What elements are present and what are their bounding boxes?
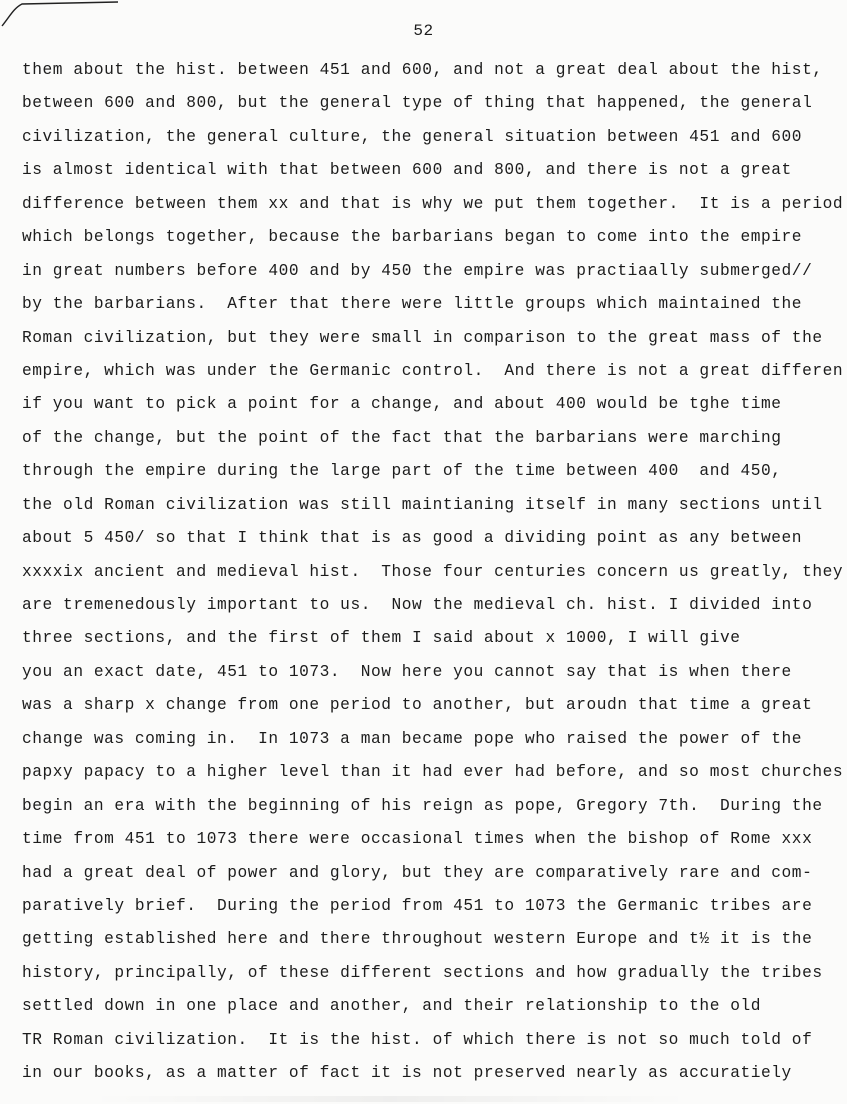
- text-line: getting established here and there throughout western Europe and t½ it is the: [22, 930, 813, 949]
- text-line: papxy papacy to a higher level than it had ever had before, and so most churches: [22, 763, 844, 782]
- text-line: three sections, and the first of them I said about x 1000, I will give: [22, 629, 741, 648]
- text-line: empire, which was under the Germanic control. And there is not a great differen: [22, 361, 844, 380]
- text-line: them about the hist. between 451 and 600, and not a great deal about the hist,: [22, 61, 823, 79]
- text-line: civilization, the general culture, the general situation between 451 and 600: [22, 127, 803, 146]
- scan-smudge: [90, 1096, 690, 1102]
- text-line: are tremenedously important to us. Now the medieval ch. hist. I divided into: [22, 596, 813, 614]
- typewritten-text-body: [22, 58, 842, 1095]
- text-line: was a sharp x change from one period to another, but aroudn that time a great: [22, 696, 813, 715]
- text-line: begin an era with the beginning of his reign as pope, Gregory 7th. During the: [22, 796, 823, 815]
- text-line: is almost identical with that between 600 and 800, and there is not a great: [22, 161, 792, 180]
- text-line: if you want to pick a point for a change, and about 400 would be tghe time: [22, 395, 782, 414]
- text-line: which belongs together, because the barbarians began to come into the empire: [22, 228, 803, 247]
- text-line: time from 451 to 1073 there were occasional times when the bishop of Rome xxx: [22, 830, 813, 849]
- text-line: between 600 and 800, but the general type of thing that happened, the general: [22, 94, 813, 113]
- text-line: Roman civilization, but they were small in comparison to the great mass of the: [22, 328, 823, 347]
- text-line: through the empire during the large part of the time between 400 and 450,: [22, 462, 782, 481]
- text-line: the old Roman civilization was still maintianing itself in many sections until: [22, 495, 823, 514]
- page-number: 52: [413, 22, 434, 40]
- text-line: you an exact date, 451 to 1073. Now here you cannot say that is when there: [22, 662, 792, 681]
- text-line: in great numbers before 400 and by 450 the empire was practiaally submerged//: [22, 261, 813, 280]
- text-line: of the change, but the point of the fact that the barbarians were marching: [22, 428, 782, 447]
- text-line: by the barbarians. After that there were little groups which maintained the: [22, 295, 803, 314]
- text-line: change was coming in. In 1073 a man became pope who raised the power of the: [22, 729, 803, 748]
- text-line: TR Roman civilization. It is the hist. of which there is not so much told of: [22, 1030, 813, 1049]
- text-line: in our books, as a matter of fact it is not preserved nearly as accuratiely: [22, 1064, 792, 1083]
- text-line: settled down in one place and another, and their relationship to the old: [22, 997, 762, 1016]
- text-line: difference between them xx and that is why we put them together. It is a period: [22, 194, 844, 213]
- text-line: paratively brief. During the period from 451 to 1073 the Germanic tribes are: [22, 896, 813, 915]
- text-line: about 5 450/ so that I think that is as good a dividing point as any between: [22, 529, 803, 548]
- text-line: history, principally, of these different sections and how gradually the tribes: [22, 963, 823, 982]
- text-line: xxxxix ancient and medieval hist. Those four centuries concern us greatly, they: [22, 562, 844, 581]
- text-line: had a great deal of power and glory, but they are comparatively rare and com-: [22, 863, 813, 882]
